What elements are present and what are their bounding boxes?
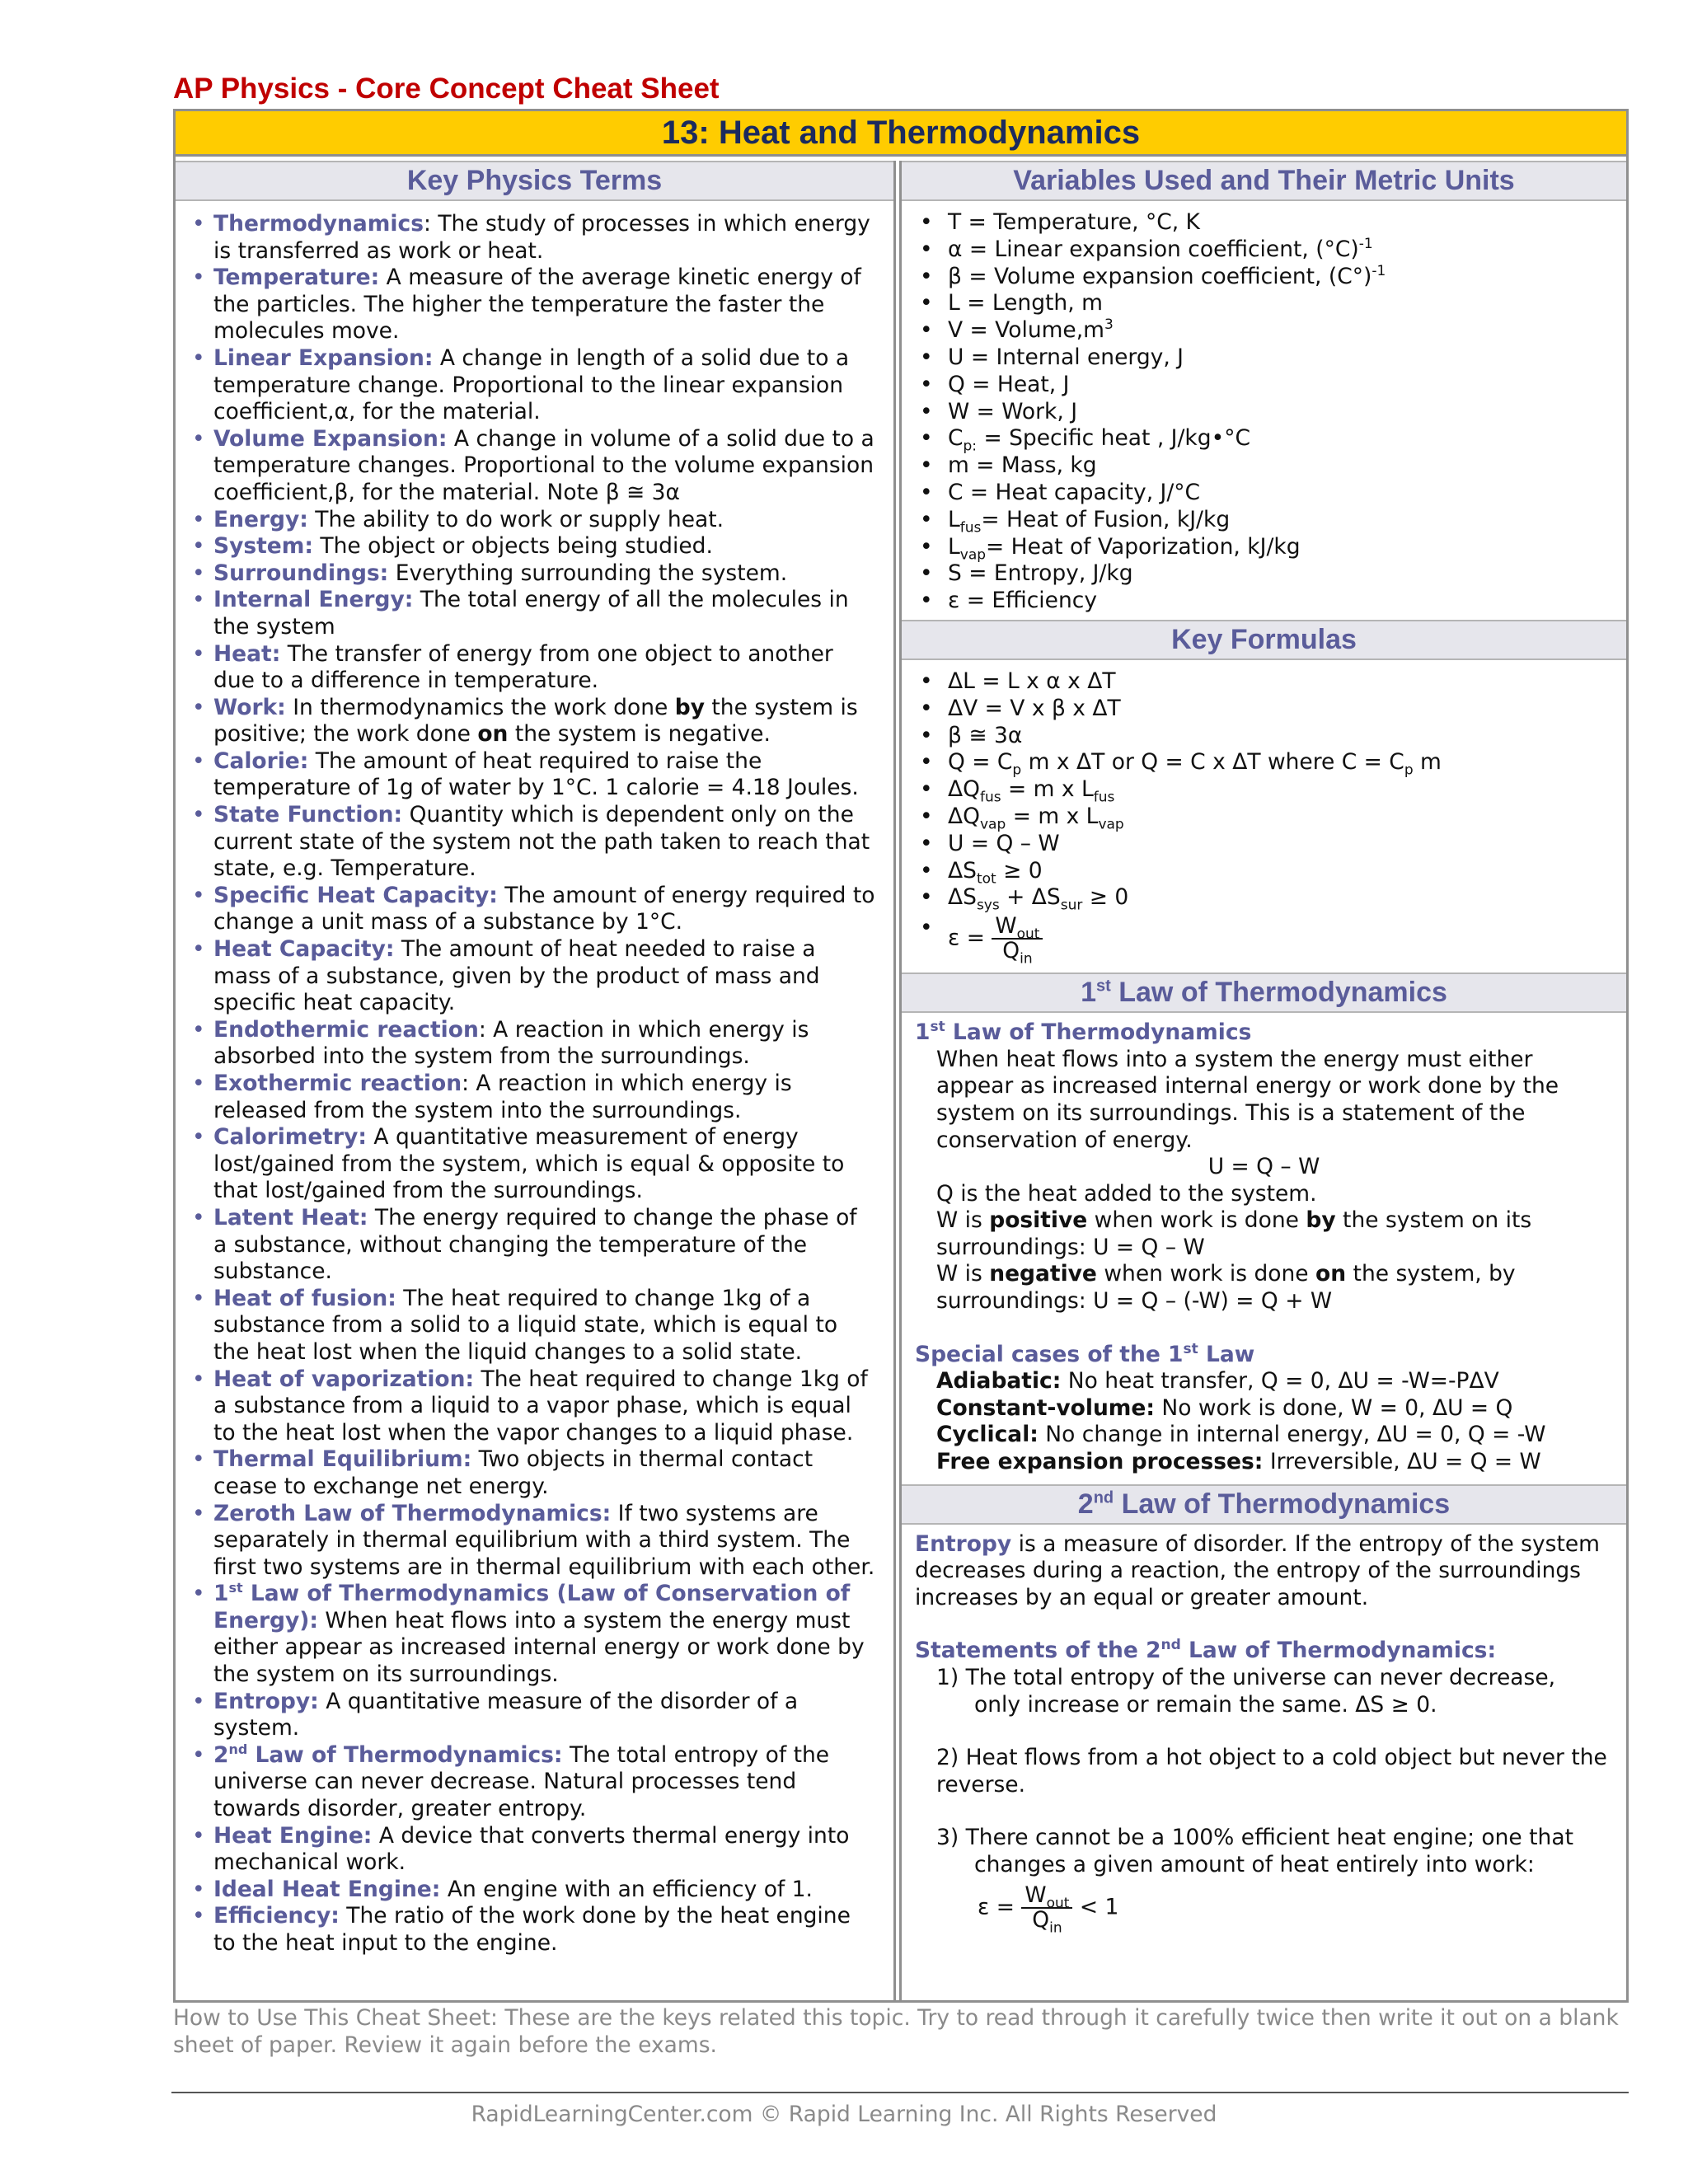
special-case-cyclical: Cyclical: No change in internal energy, ΔU = 0, Q = -W (936, 1422, 1546, 1448)
term-item: • Volume Expansion: A change in volume of a solid due to a temperature changes. Proportional to the volume expansion coefficient,β, for the material. Note β ≅ 3α (213, 426, 877, 507)
formula-item: • $\Delta S_{sys} + \Delta S_{sur} \ge 0$ (948, 884, 1610, 912)
term-item: • Calorimetry: A quantitative measurement of energy lost/gained from the system, which is equal & opposite to that lost/gained from the surroundings. (213, 1124, 877, 1205)
formula-item: • $\Delta S_{tot} \ge 0$ (948, 858, 1610, 885)
copyright-footer: RapidLearningCenter.com © Rapid Learning Inc. All Rights Reserved (471, 2102, 1217, 2127)
formula-item: • U = Q – W (948, 831, 1610, 858)
variable-item: • α = Linear expansion coefficient, $(^\circ C)^{-1}$ (948, 237, 1610, 264)
variables-list (902, 201, 1626, 620)
term-item: • Surroundings: Everything surrounding the system. (213, 560, 877, 588)
term-item: • Thermal Equilibrium: Two objects in thermal contact cease to exchange net energy. (213, 1446, 877, 1500)
term-item: • Heat Capacity: The amount of heat needed to raise a mass of a substance, given by the product of mass and specific heat capacity. (213, 936, 877, 1017)
efficiency-fraction: $\frac{W_{out}}{Q_{in}}$ (992, 915, 1043, 963)
term-item: • Entropy: A quantitative measure of the disorder of a system. (213, 1689, 877, 1742)
first-law-text: When heat flows into a system the energy must either appear as increased internal energy or work done by the system on its surroundings. This is a statement of the conservation of energy. (936, 1046, 1559, 1153)
term-item: • Work: In thermodynamics the work done by the system is positive; the work done on the system is negative. (213, 695, 877, 748)
term-item: • Linear Expansion: A change in length of a solid due to a temperature change. Proportional to the linear expansion coefficient,α, for the material. (213, 345, 877, 426)
key-formulas-list (902, 660, 1626, 972)
variable-item: • C = Heat capacity, J/°C (948, 480, 1610, 507)
special-case-adiabatic: Adiabatic: No heat transfer, Q = 0, ΔU = -W=-PΔV (936, 1368, 1499, 1394)
term-item: • Efficiency: The ratio of the work done by the heat engine to the heat input to the engine. (213, 1903, 877, 1957)
variable-item: • U = Internal energy, J (948, 344, 1610, 372)
first-law-q: Q is the heat added to the system. (936, 1180, 1317, 1207)
variable-item: • T = Temperature, °C, K (948, 209, 1610, 237)
entropy-definition: Entropy is a measure of disorder. If the entropy of the system decreases during a reaction, the entropy of the surroundings increases by an equal or greater amount. (915, 1530, 1600, 1610)
term-item: • Specific Heat Capacity: The amount of energy required to change a unit mass of a substance by 1°C. (213, 883, 877, 936)
statement-2: 2) Heat flows from a hot object to a cold object but never the reverse. (936, 1745, 1607, 1797)
formula-item: • β ≅ 3α (948, 723, 1610, 750)
special-case-constant-volume: Constant-volume: No work is done, W = 0, ΔU = Q (936, 1394, 1513, 1421)
term-item: • Ideal Heat Engine: An engine with an efficiency of 1. (213, 1877, 877, 1904)
term-item: • 2nd Law of Thermodynamics: The total entropy of the universe can never decrease. Natural processes tend towards disorder, greater entropy. (213, 1742, 877, 1823)
formula-item: • ΔL = L x α x ΔT (948, 668, 1610, 696)
formula-item: • $\Delta Q_{fus} = m$ x $L_{fus}$ (948, 776, 1610, 804)
first-law-equation: U = Q – W (1207, 1154, 1320, 1180)
term-item: • System: The object or objects being studied. (213, 533, 877, 560)
variable-item: • W = Work, J (948, 399, 1610, 426)
variable-item: • m = Mass, kg (948, 452, 1610, 480)
variables-heading: Variables Used and Their Metric Units (902, 161, 1626, 201)
term-item: • Calorie: The amount of heat required to raise the temperature of 1g of water by 1°C. 1 calorie = 4.18 Joules. (213, 748, 877, 802)
variable-item: • S = Entropy, J/kg (948, 560, 1610, 588)
key-formulas-heading: Key Formulas (902, 620, 1626, 660)
variable-item: • $L_{vap}=$ Heat of Vaporization, kJ/kg (948, 534, 1610, 561)
term-item: • Latent Heat: The energy required to change the phase of a substance, without changing the temperature of the substance. (213, 1205, 877, 1286)
term-item: • Zeroth Law of Thermodynamics: If two systems are separately in thermal equilibrium with a third system. The first two systems are in thermal equilibrium with each other. (213, 1501, 877, 1582)
term-item: • Heat of vaporization: The heat required to change 1kg of a substance from a liquid to a vapor phase, which is equal to the heat lost when the vapor changes to a liquid phase. (213, 1366, 877, 1447)
first-law-body (902, 1013, 1626, 1484)
variable-item: • β = Volume expansion coefficient, $(C^\circ)^{-1}$ (948, 264, 1610, 291)
term-item: • State Function: Quantity which is dependent only on the current state of the system not the path taken to reach that state, e.g. Temperature. (213, 802, 877, 883)
how-to-use-note: How to Use This Cheat Sheet: These are the keys related this topic. Try to read through it carefully twice then write it out on a blank sheet of paper. Review it again before the exams. (173, 2005, 1619, 2058)
term-item: • Temperature: A measure of the average kinetic energy of the particles. The higher the temperature the faster the molecules move. (213, 265, 877, 345)
term-item: • Heat Engine: A device that converts thermal energy into mechanical work. (213, 1823, 877, 1877)
first-law-heading: 1st Law of Thermodynamics (902, 972, 1626, 1013)
efficiency-inequality: ε = $\frac{W_{out}}{Q_{in}}$ < 1 (978, 1882, 1119, 1936)
term-item: • Internal Energy: The total energy of all the molecules in the system (213, 587, 877, 640)
term-item: • Exothermic reaction: A reaction in which energy is released from the system into the surroundings. (213, 1071, 877, 1124)
variable-item: • ε = Efficiency (948, 588, 1610, 615)
variable-item: • L = Length, m (948, 290, 1610, 317)
term-item: • Energy: The ability to do work or supply heat. (213, 507, 877, 534)
statement-1: 1) The total entropy of the universe can never decrease, only increase or remain the same. ΔS ≥ 0. (936, 1665, 1556, 1718)
term-item: • Heat of fusion: The heat required to change 1kg of a substance from a solid to a liquid state, which is equal to the heat lost when the liquid changes to a solid state. (213, 1286, 877, 1366)
formula-item: • ε = $\frac{W_{out}}{Q_{in}}$ (948, 912, 1610, 968)
first-law-w-negative: W is negative when work is done on the system, by surroundings: U = Q – (-W) = Q + W (936, 1261, 1516, 1315)
first-law-w-positive: W is positive when work is done by the system on its surroundings: U = Q – W (936, 1207, 1532, 1260)
formula-item: • ΔV = V x β x ΔT (948, 696, 1610, 723)
cheat-sheet-frame (173, 109, 1629, 2003)
document-title: AP Physics - Core Concept Cheat Sheet (173, 73, 720, 105)
special-case-free-expansion: Free expansion processes: Irreversible, ΔU = Q = W (936, 1449, 1541, 1475)
first-law-subheading: 1st Law of Thermodynamics (915, 1019, 1252, 1046)
key-terms-heading: Key Physics Terms (176, 161, 893, 201)
variable-item: • $C_{p:}$ = Specific heat , J/kg•°C (948, 425, 1610, 452)
key-terms-list (176, 201, 893, 1957)
right-column (899, 161, 1626, 2000)
footer-divider (171, 2092, 1629, 2093)
term-item: • 1st Law of Thermodynamics (Law of Conservation of Energy): When heat flows into a system the energy must either appear as increased internal energy or work done by the system on its surroundings. (213, 1581, 877, 1688)
key-terms-column (176, 161, 896, 2000)
formula-item: • $\Delta Q_{vap} = m$ x $L_{vap}$ (948, 804, 1610, 831)
term-item: • Endothermic reaction: A reaction in which energy is absorbed into the system from the surroundings. (213, 1017, 877, 1071)
term-item: • Thermodynamics: The study of processes in which energy is transferred as work or heat. (213, 211, 877, 265)
second-law-heading: 2nd Law of Thermodynamics (902, 1484, 1626, 1525)
statements-heading: Statements of the 2nd Law of Thermodynamics: (915, 1637, 1497, 1664)
formula-item: • $Q = C_p$ m x ΔT or Q = C x ΔT where $C = C_p$ m (948, 749, 1610, 776)
statement-3: 3) There cannot be a 100% efficient heat engine; one that changes a given amount of heat entirely into work: (936, 1825, 1573, 1877)
variable-item: • $L_{fus}=$ Heat of Fusion, kJ/kg (948, 507, 1610, 534)
second-law-body (902, 1525, 1626, 1940)
term-item: • Heat: The transfer of energy from one object to another due to a difference in temperature. (213, 641, 877, 695)
topic-banner: 13: Heat and Thermodynamics (176, 111, 1626, 157)
special-cases-heading: Special cases of the 1st Law (915, 1340, 1255, 1367)
variable-item: • $V = Volume,m^3$ (948, 317, 1610, 344)
variable-item: • Q = Heat, J (948, 372, 1610, 399)
